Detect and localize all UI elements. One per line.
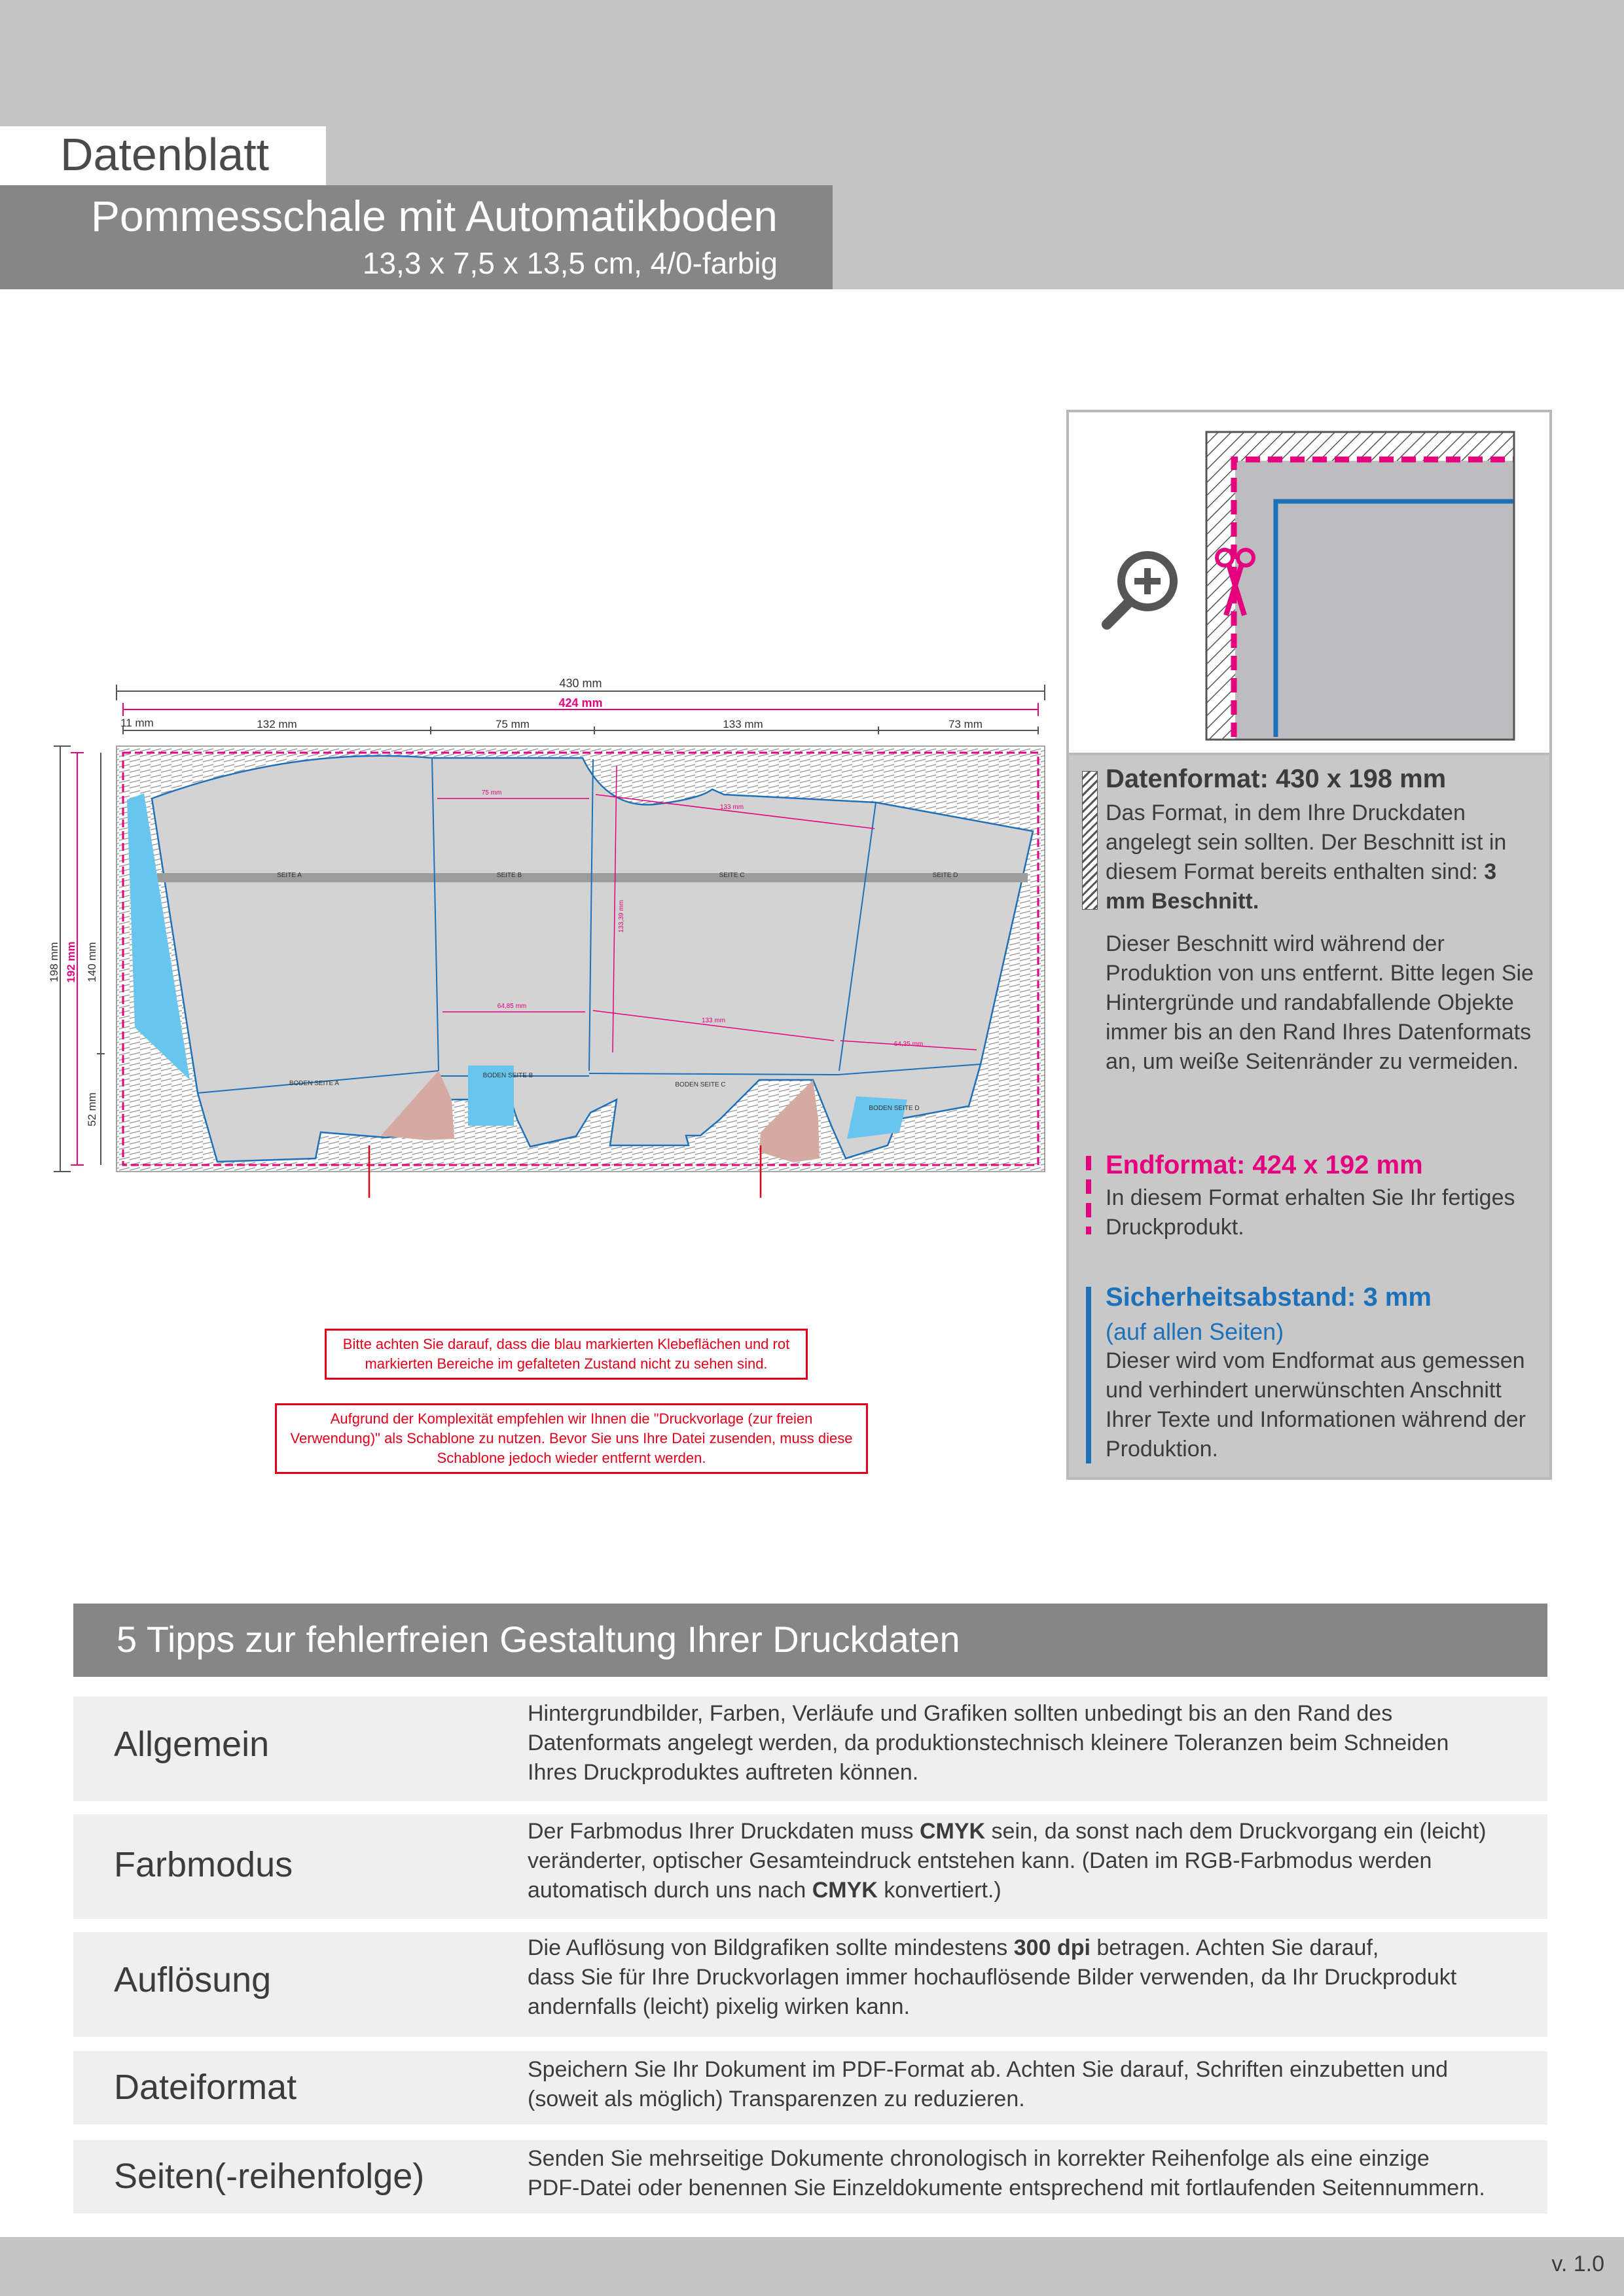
tip-label: Seiten(-reihenfolge) bbox=[114, 2157, 425, 2196]
datenformat-title: Datenformat: 430 x 198 mm bbox=[1106, 764, 1447, 793]
tip-span: Der Farbmodus Ihrer Druckdaten muss bbox=[528, 1819, 920, 1844]
tip-span: betragen. Achten Sie darauf, bbox=[1090, 1935, 1379, 1960]
tip-line: Senden Sie mehrseitige Dokumente chronologisch in korrekter Reihenfolge als eine einzige bbox=[528, 2146, 1430, 2171]
inner-dim-75: 75 mm bbox=[481, 789, 502, 797]
tip-bold: 300 dpi bbox=[1013, 1935, 1091, 1960]
footer-band bbox=[0, 2237, 1624, 2296]
dim-final-width: 424 mm bbox=[558, 696, 603, 709]
dim-seg2: 75 mm bbox=[496, 718, 530, 730]
tip-bold: CMYK bbox=[919, 1819, 986, 1844]
tip-row-aufloesung bbox=[73, 1932, 1547, 2037]
dim-total-width: 430 mm bbox=[559, 677, 602, 690]
tip-line: Datenformats angelegt werden, da produktionstechnisch kleinere Toleranzen beim Schneiden bbox=[528, 1731, 1449, 1755]
dieline-diagram bbox=[46, 674, 1067, 1198]
magenta-dash-marker bbox=[1086, 1156, 1091, 1234]
tip-text bbox=[528, 1933, 1536, 2022]
zoom-detail-graphic bbox=[1069, 412, 1549, 755]
dim-seg1: 132 mm bbox=[257, 718, 297, 730]
warning-box-glue bbox=[325, 1329, 808, 1380]
inner-dim-133: 133 mm bbox=[719, 804, 744, 811]
bottom-label-b: BODEN SEITE B bbox=[482, 1072, 533, 1079]
panel-label-c: SEITE C bbox=[719, 872, 745, 879]
tip-line bbox=[528, 1933, 1536, 1963]
sicherheit-text: Dieser wird vom Endformat aus gemessen und verhindert unerwünschten Anschnitt Ihrer Texte und Informationen während der Produktion. bbox=[1106, 1348, 1526, 1462]
tip-line bbox=[528, 1876, 1536, 1905]
inner-dim-6435: 64,35 mm bbox=[893, 1041, 924, 1048]
dim-total-height: 198 mm bbox=[48, 942, 60, 982]
dim-seg3: 133 mm bbox=[723, 718, 763, 730]
tip-line: (soweit als möglich) Transparenzen zu reduzieren. bbox=[528, 2087, 1025, 2111]
datenformat-bleed: 3 mm Beschnitt. bbox=[1106, 859, 1497, 914]
panel-label-b: SEITE B bbox=[496, 872, 522, 879]
dim-seg4: 73 mm bbox=[948, 718, 983, 730]
beschnitt-text: Dieser Beschnitt wird während der Produktion von uns entfernt. Bitte legen Sie Hintergründe und randabfallende Objekte immer bis an den Rand Ihres Datenformats an, um weiße Seitenränder zu vermeiden. bbox=[1106, 931, 1534, 1074]
tip-bold: CMYK bbox=[812, 1878, 878, 1903]
tip-row-seiten bbox=[73, 2140, 1547, 2214]
tip-text bbox=[528, 1817, 1536, 1905]
sicherheit-title: Sicherheitsabstand: 3 mm bbox=[1106, 1283, 1432, 1312]
zoom-detail-box bbox=[1066, 410, 1552, 755]
datenformat-sind: sind: bbox=[1431, 859, 1485, 884]
tip-line: Ihres Druckproduktes auftreten können. bbox=[528, 1760, 919, 1785]
panel-label-a: SEITE A bbox=[277, 872, 302, 879]
tip-line: PDF-Datei oder benennen Sie Einzeldokumente entsprechend mit fortlaufenden Seitennummern. bbox=[528, 2176, 1485, 2200]
warning-glue-text: Bitte achten Sie darauf, dass die blau markierten Klebeflächen und rot markierten Bereiche im gefalteten Zustand nicht zu sehen sind. bbox=[342, 1336, 790, 1372]
datenformat-text bbox=[1106, 798, 1538, 916]
zoom-in-icon bbox=[1107, 555, 1174, 624]
tip-span: konvertiert.) bbox=[877, 1878, 1001, 1903]
product-name: Pommesschale mit Automatikboden bbox=[90, 192, 778, 240]
tip-span: automatisch durch uns nach bbox=[528, 1878, 812, 1903]
warning-box-template bbox=[275, 1403, 868, 1474]
page-label: Datenblatt bbox=[60, 129, 270, 180]
tip-label: Dateiformat bbox=[114, 2068, 297, 2107]
tip-text bbox=[528, 1699, 1536, 1787]
datenformat-desc: Das Format, in dem Ihre Druckdaten angelegt sein sollten. Der Beschnitt ist in diesem Format bereits enthalten bbox=[1106, 800, 1507, 884]
tip-line bbox=[528, 1817, 1536, 1846]
tip-line: veränderter, optischer Gesamteindruck entstehen kann. (Daten im RGB-Farbmodus werden bbox=[528, 1848, 1432, 1873]
dim-bleed: 11 mm bbox=[120, 717, 154, 729]
dim-final-height: 192 mm bbox=[65, 941, 77, 983]
endformat-title: Endformat: 424 x 192 mm bbox=[1106, 1151, 1423, 1179]
tip-line: Speichern Sie Ihr Dokument im PDF-Format ab. Achten Sie darauf, Schriften einzubetten und bbox=[528, 2057, 1449, 2082]
panel-label-d: SEITE D bbox=[932, 872, 958, 879]
tip-text bbox=[528, 2055, 1536, 2114]
tip-line: dass Sie für Ihre Druckvorlagen immer hochauflösende Bilder verwenden, da Ihr Druckprodukt bbox=[528, 1965, 1457, 1990]
warning-template-text: Aufgrund der Komplexität empfehlen wir Ihnen die "Druckvorlage (zur freien Verwendung)" als Schablone zu nutzen. Bevor Sie uns Ihre Datei zusenden, muss diese Schablone jedoch wieder entfernt werden. bbox=[290, 1410, 853, 1466]
tip-row-farbmodus bbox=[73, 1814, 1547, 1919]
tip-span: sein, da sonst nach dem Druckvorgang ein (leicht) bbox=[985, 1819, 1487, 1844]
dim-side-height: 140 mm bbox=[86, 942, 98, 982]
tip-text bbox=[528, 2144, 1536, 2203]
inner-dim-6485: 64,85 mm bbox=[497, 1003, 527, 1010]
sicherheit-sub: (auf allen Seiten) bbox=[1106, 1318, 1284, 1345]
tips-title: 5 Tipps zur fehlerfreien Gestaltung Ihrer Druckdaten bbox=[117, 1619, 960, 1660]
tip-label: Farbmodus bbox=[114, 1845, 293, 1884]
bottom-label-c: BODEN SEITE C bbox=[675, 1081, 726, 1088]
tip-row-dateiformat bbox=[73, 2051, 1547, 2125]
dim-bottom-height: 52 mm bbox=[86, 1092, 98, 1126]
endformat-text: In diesem Format erhalten Sie Ihr fertiges Druckprodukt. bbox=[1106, 1185, 1515, 1240]
tip-line: Hintergrundbilder, Farben, Verläufe und Grafiken sollten unbedingt bis an den Rand des bbox=[528, 1701, 1393, 1726]
inner-dim-133b: 133 mm bbox=[701, 1017, 726, 1024]
format-info-panel bbox=[1066, 755, 1552, 1480]
tip-span: Die Auflösung von Bildgrafiken sollte mindestens bbox=[528, 1935, 1014, 1960]
bottom-label-a: BODEN SEITE A bbox=[289, 1080, 340, 1087]
blue-line-marker bbox=[1086, 1287, 1091, 1463]
bottom-label-d: BODEN SEITE D bbox=[869, 1105, 920, 1112]
inner-dim-vertical: 133,39 mm bbox=[618, 899, 625, 933]
version-label: v. 1.0 bbox=[1551, 2251, 1604, 2276]
tip-row-allgemein bbox=[73, 1696, 1547, 1801]
tip-label: Allgemein bbox=[114, 1725, 270, 1764]
tip-label: Auflösung bbox=[114, 1960, 272, 2000]
product-spec: 13,3 x 7,5 x 13,5 cm, 4/0-farbig bbox=[362, 246, 778, 280]
hatch-marker bbox=[1082, 771, 1098, 910]
tip-line: andernfalls (leicht) pixelig wirken kann. bbox=[528, 1994, 910, 2019]
